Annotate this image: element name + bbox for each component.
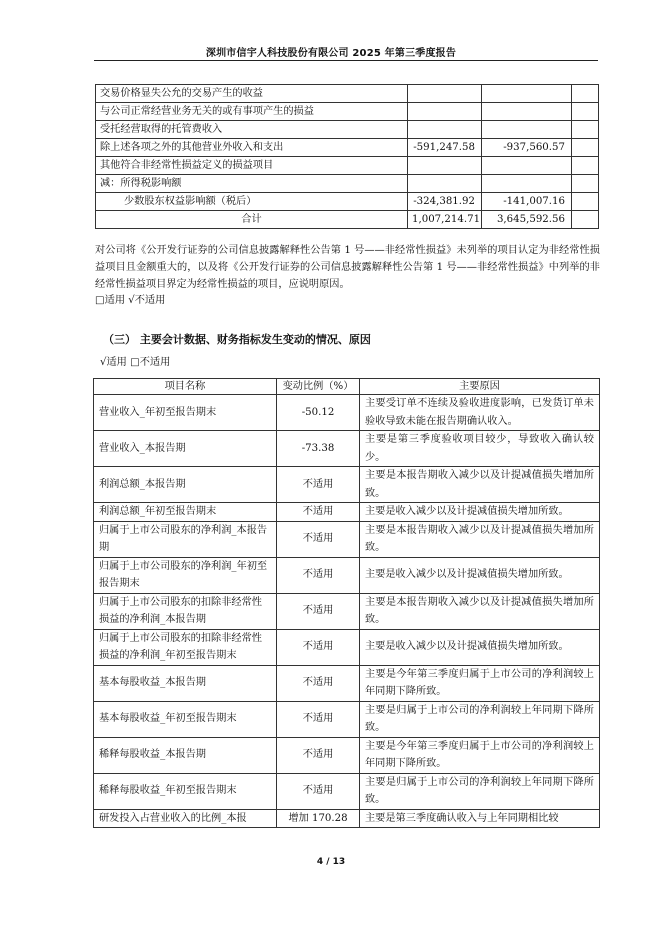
main-reason: 主要是归属于上市公司的净利润较上年同期下降所致。 [360, 773, 600, 809]
item-name: 利润总额_本报告期 [94, 467, 277, 503]
table-row [94, 665, 600, 701]
note-cell [572, 193, 599, 211]
change-ratio: 不适用 [277, 467, 360, 503]
table-row [94, 593, 600, 629]
change-ratio: 不适用 [277, 701, 360, 737]
change-ratio: 不适用 [277, 629, 360, 665]
ytd-value [482, 103, 572, 121]
item-name: 归属于上市公司股东的净利润_年初至报告期末 [94, 557, 277, 593]
ytd-value: -141,007.16 [482, 193, 572, 211]
current-period-value [408, 175, 482, 193]
change-ratio: 不适用 [277, 557, 360, 593]
financial-changes-table [93, 378, 600, 828]
ytd-value [482, 157, 572, 175]
row-label: 除上述各项之外的其他营业外收入和支出 [96, 139, 408, 157]
section-heading: （三） 主要会计数据、财务指标发生变动的情况、原因 [103, 333, 371, 346]
main-reason: 主要是收入减少以及计提减值损失增加所致。 [360, 557, 600, 593]
note-cell [572, 85, 599, 103]
item-name: 利润总额_年初至报告期末 [94, 503, 277, 522]
current-period-value [408, 121, 482, 139]
table-row-total [96, 211, 599, 229]
main-reason: 主要是第三季度验收项目较少，导致收入确认较少。 [360, 431, 600, 467]
change-ratio: -50.12 [277, 395, 360, 431]
item-name: 稀释每股收益_本报告期 [94, 737, 277, 773]
change-ratio: 不适用 [277, 593, 360, 629]
item-name: 归属于上市公司股东的扣除非经常性损益的净利润_本报告期 [94, 593, 277, 629]
main-reason: 主要是收入减少以及计提减值损失增加所致。 [360, 503, 600, 522]
ytd-value: -937,560.57 [482, 139, 572, 157]
current-period-value [408, 85, 482, 103]
table-row [96, 121, 599, 139]
item-name: 营业收入_本报告期 [94, 431, 277, 467]
item-name: 稀释每股收益_年初至报告期末 [94, 773, 277, 809]
table-row [94, 395, 600, 431]
table-row [96, 85, 599, 103]
change-ratio: 增加 170.28 [277, 809, 360, 828]
main-reason: 主要是收入减少以及计提减值损失增加所致。 [360, 629, 600, 665]
change-ratio: 不适用 [277, 773, 360, 809]
header-divider [94, 60, 598, 61]
table-row [94, 629, 600, 665]
row-label: 少数股东权益影响额（税后） [96, 193, 408, 211]
table-row [94, 557, 600, 593]
change-ratio: 不适用 [277, 503, 360, 522]
applicability-choice: √适用 □不适用 [100, 357, 171, 368]
table-row [96, 157, 599, 175]
note-cell [572, 175, 599, 193]
current-period-total: 1,007,214.71 [408, 211, 482, 229]
note-cell [572, 211, 599, 229]
table-row [94, 431, 600, 467]
item-name: 归属于上市公司股东的扣除非经常性损益的净利润_年初至报告期末 [94, 629, 277, 665]
main-reason: 主要是第三季度确认收入与上年同期相比较 [360, 809, 600, 828]
item-name: 基本每股收益_本报告期 [94, 665, 277, 701]
header-reason: 主要原因 [360, 379, 600, 395]
note-cell [572, 139, 599, 157]
ytd-value [482, 175, 572, 193]
table-row [96, 193, 599, 211]
item-name: 营业收入_年初至报告期末 [94, 395, 277, 431]
table-row [94, 503, 600, 522]
ytd-value [482, 121, 572, 139]
change-ratio: 不适用 [277, 665, 360, 701]
current-period-value [408, 157, 482, 175]
change-ratio: 不适用 [277, 737, 360, 773]
ytd-total: 3,645,592.56 [482, 211, 572, 229]
note-cell [572, 121, 599, 139]
table-header-row [94, 379, 600, 395]
item-name: 基本每股收益_年初至报告期末 [94, 701, 277, 737]
applicability-choice: □适用 √不适用 [95, 295, 166, 306]
page-number: 4 / 13 [316, 857, 346, 867]
item-name: 归属于上市公司股东的净利润_本报告期 [94, 521, 277, 557]
table-row [94, 773, 600, 809]
table-row [94, 521, 600, 557]
item-name: 研发投入占营业收入的比例_本报 [94, 809, 277, 828]
ytd-value [482, 85, 572, 103]
main-reason: 主要是今年第三季度归属于上市公司的净利润较上年同期下降所致。 [360, 737, 600, 773]
main-reason: 主要受订单不连续及验收进度影响，已发货订单未验收导致未能在报告期确认收入。 [360, 395, 600, 431]
main-reason: 主要是本报告期收入减少以及计提减值损失增加所致。 [360, 593, 600, 629]
change-ratio: -73.38 [277, 431, 360, 467]
current-period-value: -591,247.58 [408, 139, 482, 157]
note-cell [572, 157, 599, 175]
report-header-title: 深圳市信宇人科技股份有限公司 2025 年第三季度报告 [205, 48, 457, 59]
table-row [96, 103, 599, 121]
current-period-value: -324,381.92 [408, 193, 482, 211]
main-reason: 主要是本报告期收入减少以及计提减值损失增加所致。 [360, 521, 600, 557]
main-reason: 主要是本报告期收入减少以及计提减值损失增加所致。 [360, 467, 600, 503]
row-label: 交易价格显失公允的交易产生的收益 [96, 85, 408, 103]
total-label: 合计 [96, 211, 408, 229]
header-ratio: 变动比例（%） [277, 379, 360, 395]
row-label: 减：所得税影响额 [96, 175, 408, 193]
table-row [96, 139, 599, 157]
table-row [94, 467, 600, 503]
table-row [94, 737, 600, 773]
table-row [96, 175, 599, 193]
row-label: 其他符合非经常性损益定义的损益项目 [96, 157, 408, 175]
note-cell [572, 103, 599, 121]
main-reason: 主要是归属于上市公司的净利润较上年同期下降所致。 [360, 701, 600, 737]
row-label: 受托经营取得的托管费收入 [96, 121, 408, 139]
table-row [94, 809, 600, 828]
table-row [94, 701, 600, 737]
nonrecurring-gains-table [95, 84, 599, 229]
header-item: 项目名称 [94, 379, 277, 395]
main-reason: 主要是今年第三季度归属于上市公司的净利润较上年同期下降所致。 [360, 665, 600, 701]
row-label: 与公司正常经营业务无关的或有事项产生的损益 [96, 103, 408, 121]
current-period-value [408, 103, 482, 121]
explanation-paragraph: 对公司将《公开发行证券的公司信息披露解释性公告第 1 号——非经常性损益》未列举的项目认定为非经常性损益项目且金额重大的，以及将《公开发行证券的公司信息披露解释性公告第 1 号——非经常性损益》中列举的非经常性损益项目界定为经常性损益的项目，应说明原因。 [95, 245, 600, 290]
change-ratio: 不适用 [277, 521, 360, 557]
